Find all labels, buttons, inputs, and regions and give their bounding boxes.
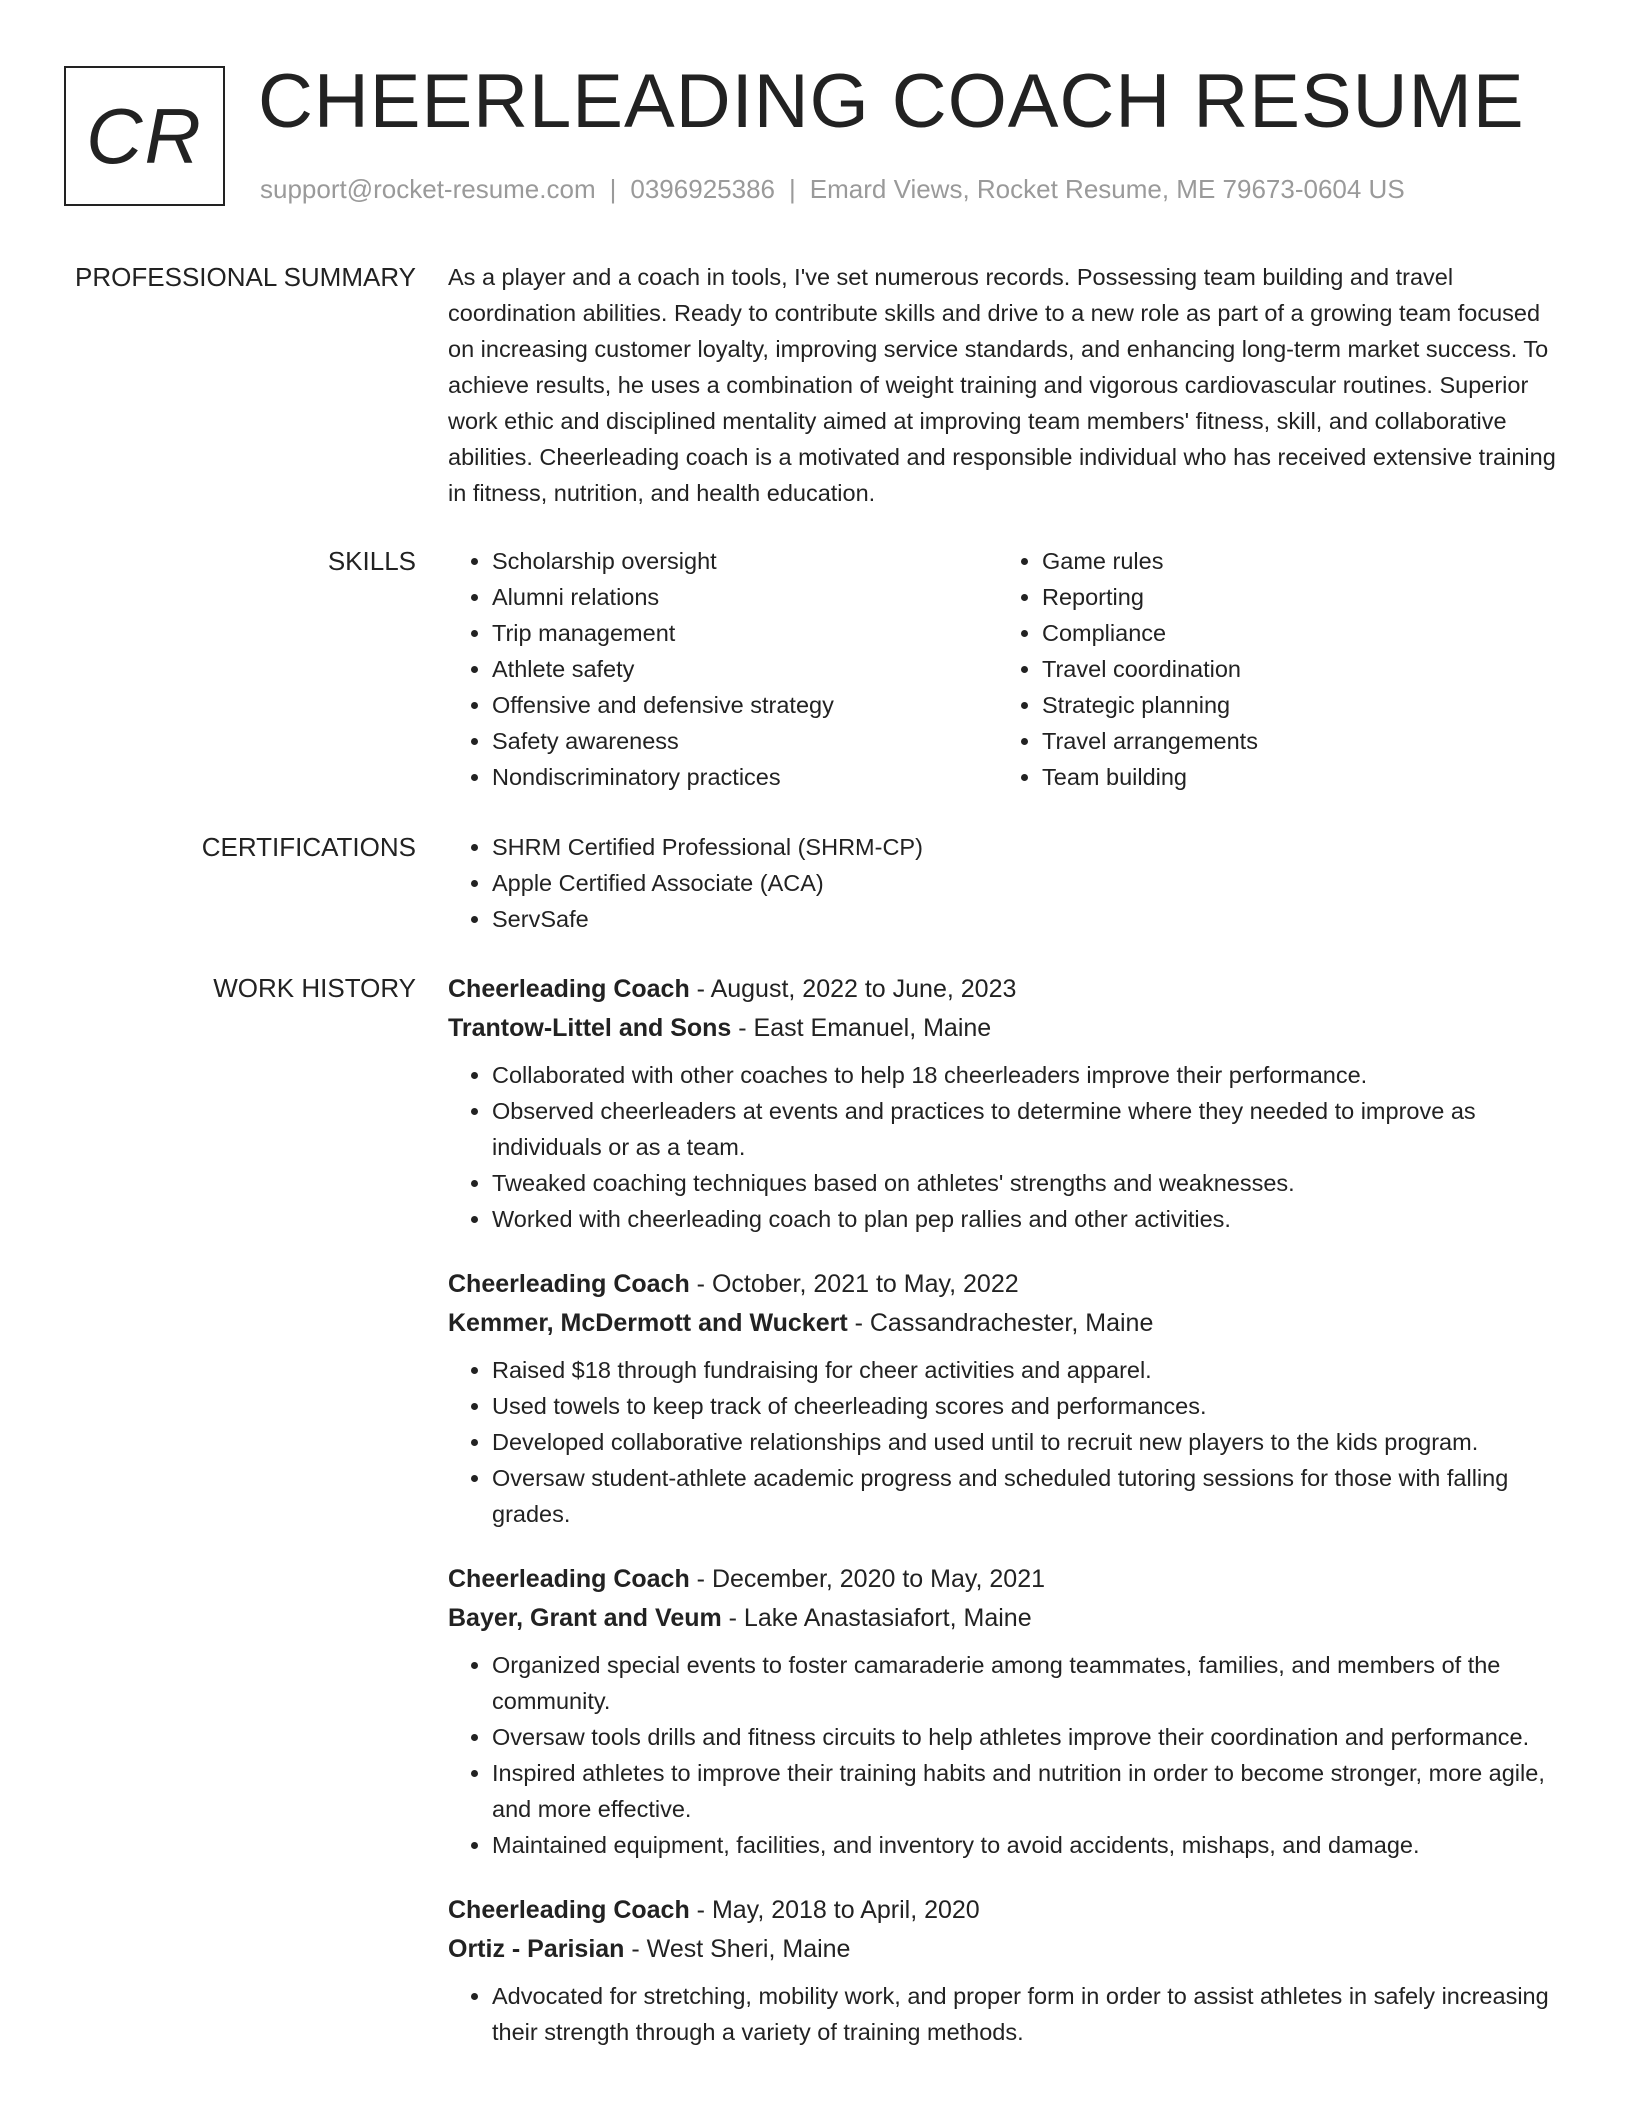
job-bullet: • Maintained equipment, facilities, and inventory to avoid accidents, mishaps, and damage. — [492, 1827, 1568, 1863]
job-entry — [448, 1265, 1568, 1532]
skill-item: • Scholarship oversight — [492, 543, 998, 579]
job-bullet: • Observed cheerleaders at events and practices to determine where they needed to improve as individuals or as a team. — [492, 1093, 1568, 1165]
certification-item: • Apple Certified Associate (ACA) — [492, 865, 1568, 901]
job-title-line — [448, 1265, 1568, 1304]
job-bullet: • Organized special events to foster camaraderie among teammates, families, and members of the community. — [492, 1647, 1568, 1719]
skill-item: • Team building — [1042, 759, 1548, 795]
skill-item: • Athlete safety — [492, 651, 998, 687]
contact-address: Emard Views, Rocket Resume, ME 79673-0604 US — [809, 174, 1405, 204]
job-bullet: • Inspired athletes to improve their training habits and nutrition in order to become stronger, more agile, and more effective. — [492, 1755, 1568, 1827]
contact-line — [260, 174, 1405, 205]
job-location: - East Emanuel, Maine — [731, 1014, 992, 1042]
skills-column-right — [998, 543, 1548, 795]
skill-item: • Trip management — [492, 615, 998, 651]
job-company-line — [448, 1599, 1568, 1638]
skills-column-left — [448, 543, 998, 795]
job-company: Kemmer, McDermott and Wuckert — [448, 1309, 848, 1337]
section-label-skills: SKILLS — [327, 546, 416, 576]
job-location: - Cassandrachester, Maine — [847, 1309, 1154, 1337]
job-entry — [448, 1891, 1568, 2050]
contact-email: support@rocket-resume.com — [260, 174, 596, 204]
job-title-line — [448, 1560, 1568, 1599]
contact-separator: | — [609, 174, 617, 204]
job-company-line — [448, 1304, 1568, 1343]
certifications-list — [448, 829, 1568, 937]
job-company-line — [448, 1930, 1568, 1969]
job-bullet: • Used towels to keep track of cheerleading scores and performances. — [492, 1388, 1568, 1424]
skill-item: • Travel arrangements — [1042, 723, 1548, 759]
job-entry — [448, 970, 1568, 1237]
contact-phone: 0396925386 — [630, 174, 775, 204]
job-bullet: • Worked with cheerleading coach to plan pep rallies and other activities. — [492, 1201, 1568, 1237]
job-bullet: • Oversaw tools drills and fitness circuits to help athletes improve their coordination and performance. — [492, 1719, 1568, 1755]
skill-item: • Travel coordination — [1042, 651, 1548, 687]
skill-item: • Alumni relations — [492, 579, 998, 615]
job-company: Bayer, Grant and Veum — [448, 1604, 722, 1632]
job-title: Cheerleading Coach — [448, 1565, 690, 1593]
job-dates: - May, 2018 to April, 2020 — [689, 1896, 980, 1924]
skill-item: • Nondiscriminatory practices — [492, 759, 998, 795]
job-bullet: • Tweaked coaching techniques based on athletes' strengths and weaknesses. — [492, 1165, 1568, 1201]
job-dates: - December, 2020 to May, 2021 — [689, 1565, 1046, 1593]
job-bullet: • Developed collaborative relationships and used until to recruit new players to the kids program. — [492, 1424, 1568, 1460]
job-bullet: • Oversaw student-athlete academic progress and scheduled tutoring sessions for those with falling grades. — [492, 1460, 1568, 1532]
job-title: Cheerleading Coach — [448, 1896, 690, 1924]
certification-item: • ServSafe — [492, 901, 1568, 937]
certification-item: • SHRM Certified Professional (SHRM-CP) — [492, 829, 1568, 865]
job-location: - West Sheri, Maine — [624, 1935, 851, 1963]
monogram-logo: CR — [64, 66, 225, 206]
job-bullet: • Raised $18 through fundraising for cheer activities and apparel. — [492, 1352, 1568, 1388]
job-dates: - August, 2022 to June, 2023 — [689, 975, 1017, 1003]
contact-separator: | — [789, 174, 796, 204]
skill-item: • Strategic planning — [1042, 687, 1548, 723]
skill-item: • Compliance — [1042, 615, 1548, 651]
skill-item: • Safety awareness — [492, 723, 998, 759]
skill-item: • Reporting — [1042, 579, 1548, 615]
section-label-work-history: WORK HISTORY — [213, 973, 416, 1003]
summary-text: As a player and a coach in tools, I've set numerous records. Possessing team building and travel coordination abilities. Ready to contribute skills and drive to a new role as part of a growing team focused on increasing customer loyalty, improving service standards, and enhancing long-term market success. To achieve results, he uses a combination of weight training and vigorous cardiovascular routines. Superior work ethic and disciplined mentality aimed at improving team members' fitness, skill, and collaborative abilities. Cheerleading coach is a motivated and responsible individual who has received extensive training in fitness, nutrition, and health education. — [448, 264, 1556, 506]
resume-title: CHEERLEADING COACH RESUME — [258, 59, 1525, 144]
job-bullet: • Collaborated with other coaches to help 18 cheerleaders improve their performance. — [492, 1057, 1568, 1093]
job-location: - Lake Anastasiafort, Maine — [721, 1604, 1032, 1632]
job-dates: - October, 2021 to May, 2022 — [689, 1270, 1019, 1298]
job-title-line — [448, 1891, 1568, 1930]
skills-columns — [448, 543, 1568, 795]
work-history-list — [448, 970, 1568, 2078]
job-entry — [448, 1560, 1568, 1863]
skill-item: • Game rules — [1042, 543, 1548, 579]
job-company-line — [448, 1009, 1568, 1048]
job-title: Cheerleading Coach — [448, 975, 690, 1003]
section-label-certifications: CERTIFICATIONS — [201, 832, 416, 862]
job-company: Ortiz - Parisian — [448, 1935, 625, 1963]
section-label-summary: PROFESSIONAL SUMMARY — [75, 262, 416, 292]
job-bullet: • Advocated for stretching, mobility work, and proper form in order to assist athletes in safely increasing their strength through a variety of training methods. — [492, 1978, 1568, 2050]
job-company: Trantow-Littel and Sons — [448, 1014, 732, 1042]
job-title-line — [448, 970, 1568, 1009]
job-title: Cheerleading Coach — [448, 1270, 690, 1298]
skill-item: • Offensive and defensive strategy — [492, 687, 998, 723]
